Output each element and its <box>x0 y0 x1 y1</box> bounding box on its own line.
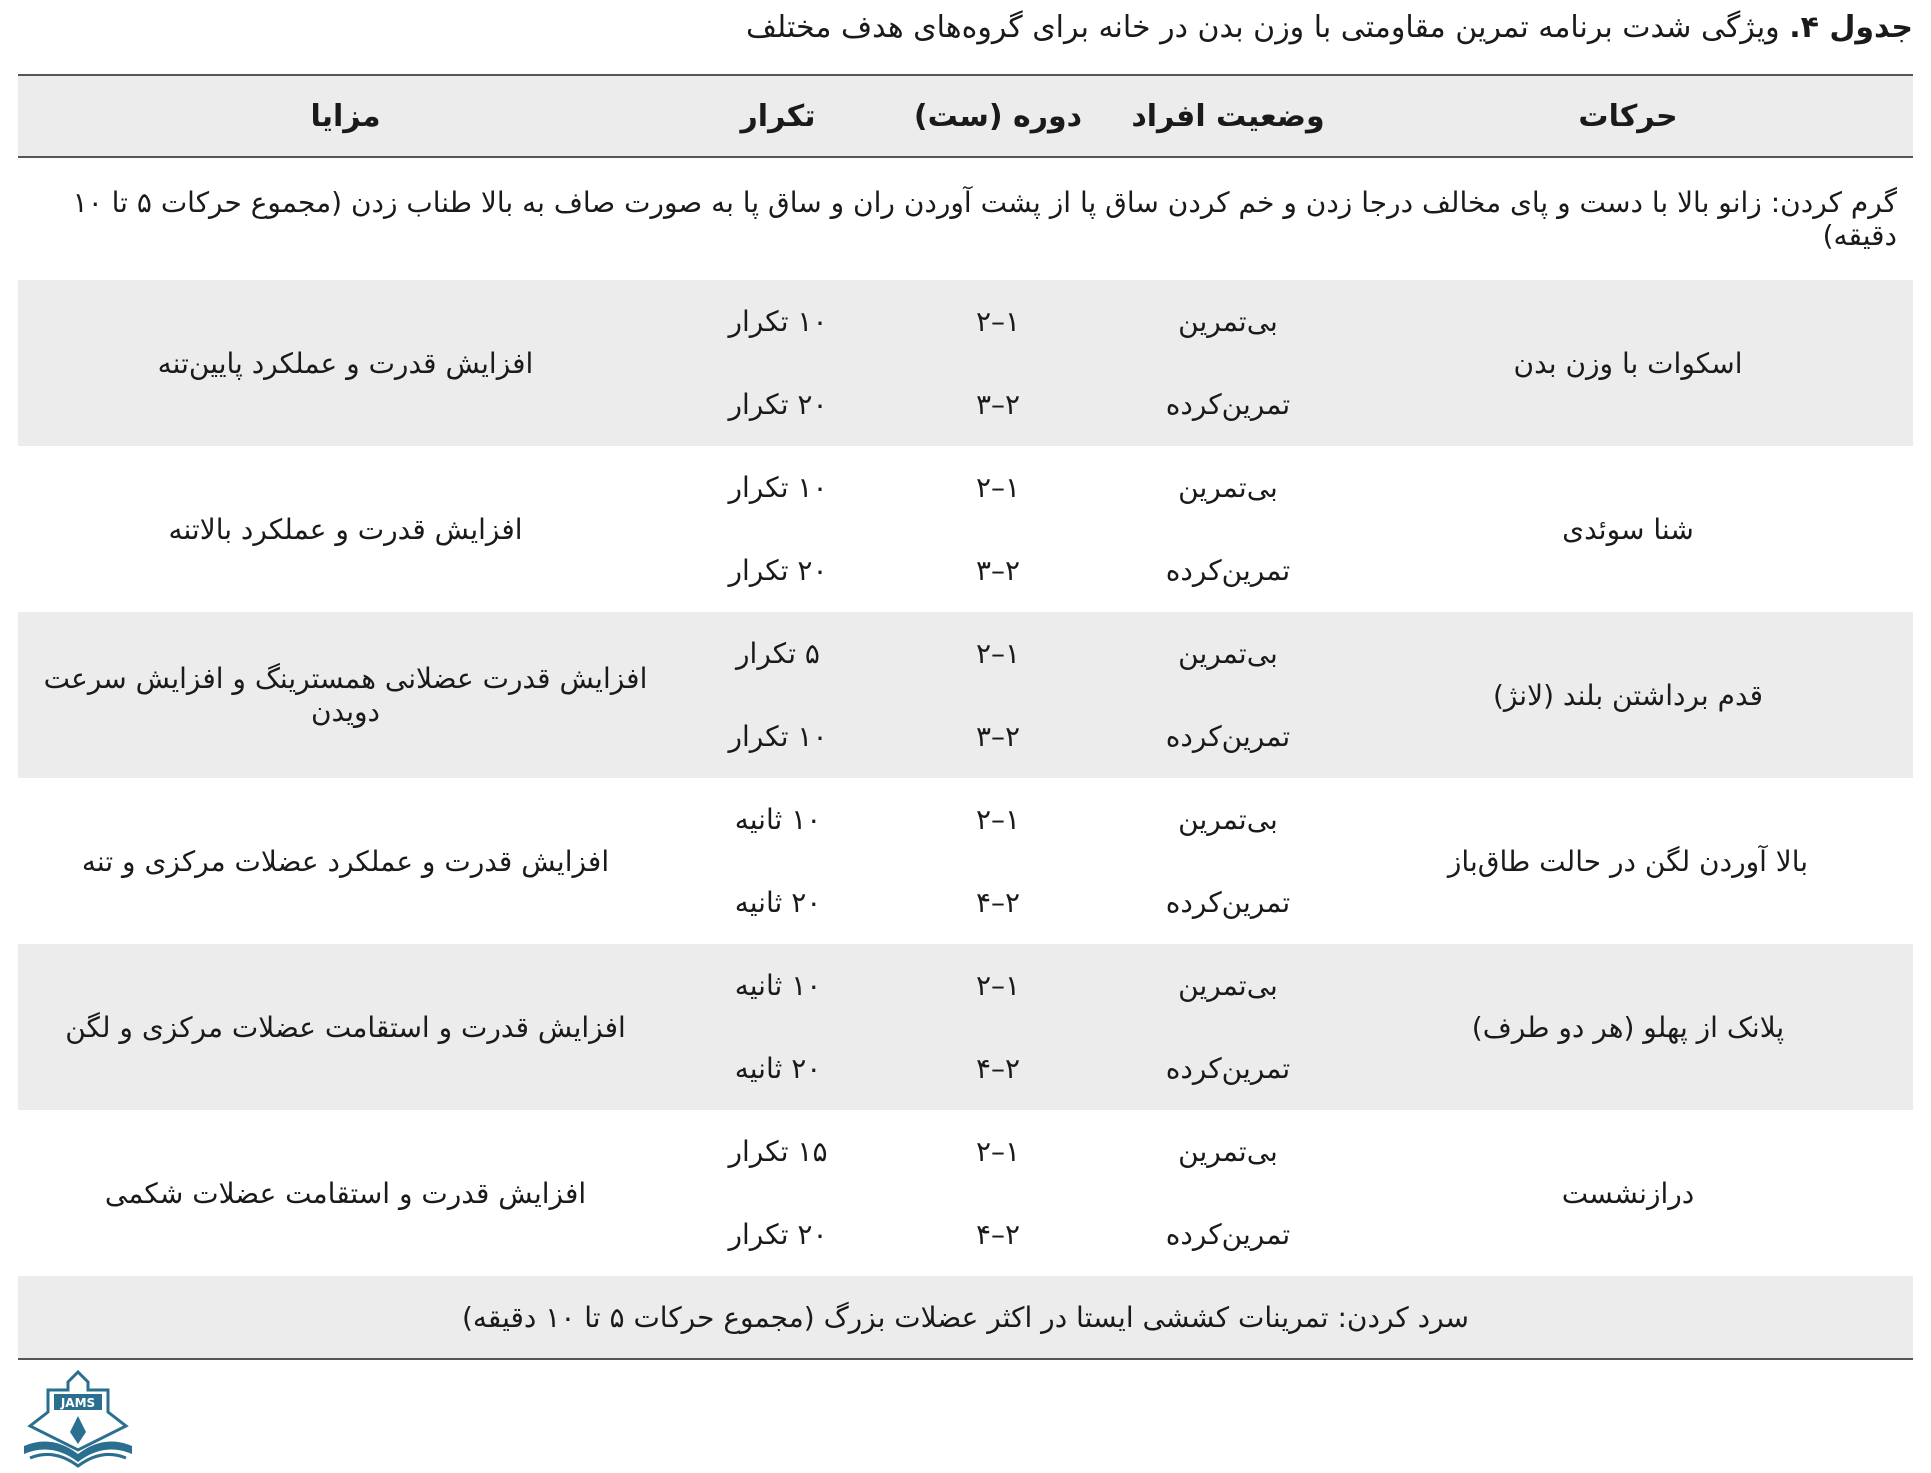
jams-logo <box>16 1368 140 1468</box>
reps-cell: ۲۰ تکرار <box>728 554 828 587</box>
table-row <box>18 446 1913 529</box>
table-body <box>18 157 1913 1276</box>
status-cell: تمرین‌کرده <box>1165 554 1291 587</box>
reps-cell: ۱۰ ثانیه <box>734 803 822 836</box>
benefit-cell: افزایش قدرت و استقامت عضلات شکمی <box>104 1176 587 1210</box>
status-cell: بی‌تمرین <box>1113 280 1343 363</box>
reps-cell: ۱۰ تکرار <box>673 695 883 778</box>
exercise-name: شنا سوئدی <box>1562 512 1694 546</box>
sets-cell: ۱–۲ <box>975 803 1021 836</box>
exercise-table <box>18 74 1913 1360</box>
exercise-name: درازنشست <box>1561 1176 1695 1210</box>
reps-cell: ۲۰ تکرار <box>673 363 883 446</box>
exercise-name: پلانک از پهلو (هر دو طرف) <box>1343 944 1913 1110</box>
table-caption <box>18 8 1913 48</box>
header-benefits: مزایا <box>310 98 381 134</box>
table-row <box>18 280 1913 363</box>
status-cell: بی‌تمرین <box>1178 803 1278 836</box>
sets-cell: ۱–۲ <box>975 471 1021 504</box>
reps-cell: ۵ تکرار <box>673 612 883 695</box>
reps-cell: ۱۵ تکرار <box>728 1135 828 1168</box>
benefit-cell: افزایش قدرت و عملکرد عضلات مرکزی و تنه <box>81 844 610 878</box>
table-header-row <box>18 75 1913 157</box>
table-row <box>18 944 1913 1027</box>
reps-cell: ۲۰ تکرار <box>728 1218 828 1251</box>
table-row <box>18 1110 1913 1193</box>
status-cell: تمرین‌کرده <box>1113 1027 1343 1110</box>
sets-cell: ۱–۲ <box>883 280 1113 363</box>
status-cell: تمرین‌کرده <box>1113 695 1343 778</box>
header-sets: دوره (ست) <box>913 98 1083 134</box>
reps-cell: ۱۰ تکرار <box>673 280 883 363</box>
sets-cell: ۲–۳ <box>883 695 1113 778</box>
header-status: وضعیت افراد <box>1131 98 1325 134</box>
cooldown-row <box>18 1276 1913 1359</box>
status-cell: بی‌تمرین <box>1113 944 1343 1027</box>
status-cell: بی‌تمرین <box>1178 1135 1278 1168</box>
reps-cell: ۲۰ ثانیه <box>734 886 822 919</box>
reps-cell: ۱۰ ثانیه <box>673 944 883 1027</box>
benefit-cell: افزایش قدرت و عملکرد پایین‌تنه <box>18 280 673 446</box>
sets-cell: ۲–۴ <box>975 886 1021 919</box>
sets-cell: ۲–۴ <box>975 1218 1021 1251</box>
benefit-cell: افزایش قدرت عضلانی همسترینگ و افزایش سرعت دویدن <box>18 612 673 778</box>
warmup-text: گرم کردن: زانو بالا با دست و پای مخالف درجا زدن و خم کردن ساق پا از پشت آوردن ران و ساق پا به صورت صاف به بالا طناب زدن (مجموع حرکات ۵ تا ۱۰ دقیقه) <box>72 186 1897 252</box>
status-cell: تمرین‌کرده <box>1113 363 1343 446</box>
header-reps: تکرار <box>740 98 816 134</box>
table-row <box>18 612 1913 695</box>
cooldown-text: سرد کردن: تمرینات کششی ایستا در اکثر عضلات بزرگ (مجموع حرکات ۵ تا ۱۰ دقیقه) <box>18 1276 1913 1359</box>
sets-cell: ۱–۲ <box>883 944 1113 1027</box>
reps-cell: ۱۰ تکرار <box>728 471 828 504</box>
benefit-cell: افزایش قدرت و عملکرد بالاتنه <box>168 512 523 546</box>
exercise-name: اسکوات با وزن بدن <box>1343 280 1913 446</box>
status-cell: بی‌تمرین <box>1178 471 1278 504</box>
status-cell: تمرین‌کرده <box>1165 886 1291 919</box>
exercise-name: قدم برداشتن بلند (لانژ) <box>1343 612 1913 778</box>
status-cell: تمرین‌کرده <box>1165 1218 1291 1251</box>
status-cell: بی‌تمرین <box>1113 612 1343 695</box>
sets-cell: ۲–۳ <box>975 554 1021 587</box>
sets-cell: ۲–۳ <box>883 363 1113 446</box>
header-movements: حرکات <box>1578 98 1678 134</box>
sets-cell: ۱–۲ <box>975 1135 1021 1168</box>
table-footer <box>18 1276 1913 1359</box>
caption-text: ویژگی شدت برنامه تمرین مقاومتی با وزن بدن در خانه برای گروه‌های هدف مختلف <box>745 10 1780 45</box>
table-row <box>18 778 1913 861</box>
sets-cell: ۲–۴ <box>883 1027 1113 1110</box>
exercise-name: بالا آوردن لگن در حالت طاق‌باز <box>1447 844 1809 878</box>
reps-cell: ۲۰ ثانیه <box>673 1027 883 1110</box>
benefit-cell: افزایش قدرت و استقامت عضلات مرکزی و لگن <box>18 944 673 1110</box>
logo-text: JAMS <box>60 1396 96 1410</box>
warmup-row <box>18 157 1913 280</box>
caption-label: جدول ۴. <box>1789 10 1913 45</box>
sets-cell: ۱–۲ <box>883 612 1113 695</box>
